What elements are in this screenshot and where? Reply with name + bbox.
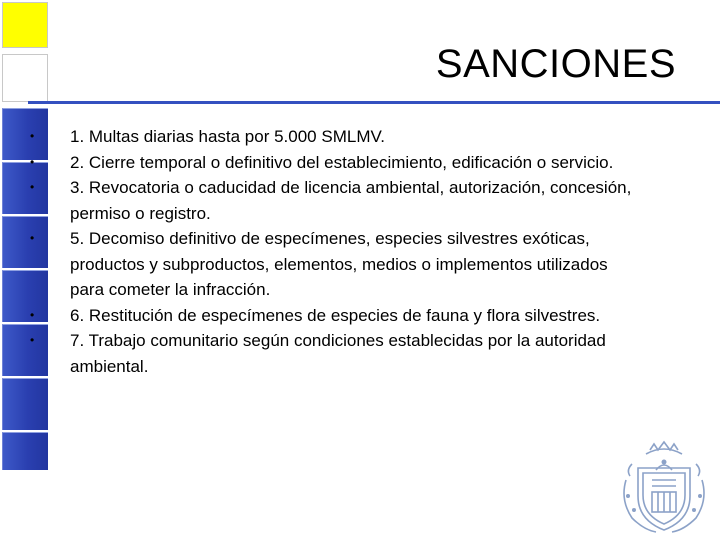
slide-title: SANCIONES xyxy=(435,42,676,86)
sanctions-list xyxy=(30,124,640,379)
title-underline xyxy=(28,101,720,104)
list-item-text: 7. Trabajo comunitario según condiciones establecidas por la autoridad ambiental. xyxy=(70,331,606,376)
yellow-block xyxy=(2,2,48,48)
bullet-icon: • xyxy=(30,154,35,169)
bullet-icon: • xyxy=(30,129,35,143)
list-item xyxy=(30,124,640,150)
bullet-icon: • xyxy=(30,231,35,245)
list-item-text: 3. Revocatoria o caducidad de licencia ambiental, autorización, concesión, permiso o registro. xyxy=(70,178,632,223)
bullet-icon: • xyxy=(30,307,35,322)
list-item xyxy=(30,303,640,329)
bullet-icon: • xyxy=(30,180,35,194)
list-item xyxy=(30,175,640,226)
list-item xyxy=(30,328,640,379)
list-item-text: 6. Restitución de especímenes de especies de fauna y flora silvestres. xyxy=(70,305,601,325)
university-seal-icon xyxy=(616,440,712,536)
list-item-text: 2. Cierre temporal o definitivo del establecimiento, edificación o servicio. xyxy=(70,152,614,172)
list-item xyxy=(30,226,640,303)
list-item-text: 1. Multas diarias hasta por 5.000 SMLMV. xyxy=(70,127,385,146)
blue-block xyxy=(2,378,48,430)
list-item xyxy=(30,150,640,176)
white-block xyxy=(2,54,48,102)
bullet-icon: • xyxy=(30,333,35,347)
blue-block xyxy=(2,432,48,470)
list-item-text: 5. Decomiso definitivo de especímenes, especies silvestres exóticas, productos y subproductos, elementos, medios o implementos utilizados para cometer la infracción. xyxy=(70,229,608,299)
